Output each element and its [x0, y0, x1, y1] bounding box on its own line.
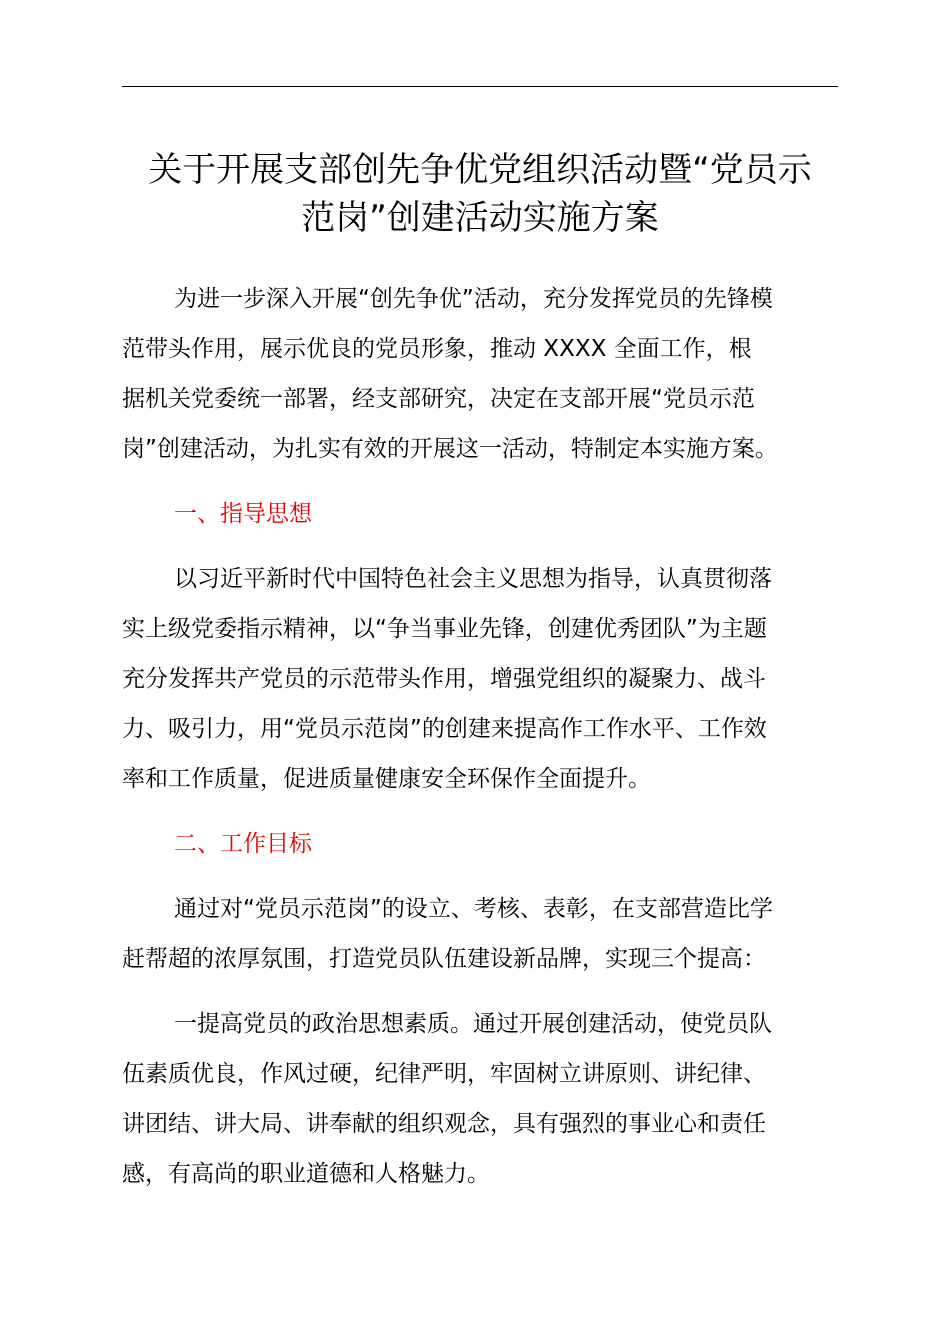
point1-line: 伍素质优良，作风过硬，纪律严明，牢固树立讲原则、讲纪律、	[122, 1061, 766, 1087]
document-title	[122, 146, 838, 242]
point1-line: 讲团结、讲大局、讲奉献的组织观念，具有强烈的事业心和责任	[122, 1111, 766, 1137]
section1-line: 以习近平新时代中国特色社会主义思想为指导，认真贯彻落	[174, 566, 772, 592]
section1-paragraph	[122, 554, 838, 804]
intro-line: 范带头作用，展示优良的党员形象，推动 XXXX 全面工作，根	[122, 336, 752, 362]
section2-line: 赶帮超的浓厚氛围，打造党员队伍建设新品牌，实现三个提高：	[122, 946, 766, 972]
section1-line: 充分发挥共产党员的示范带头作用，增强党组织的凝聚力、战斗	[122, 666, 766, 692]
title-line-2: 范岗”创建活动实施方案	[301, 198, 659, 238]
header-rule	[122, 86, 838, 87]
section-heading-work-goals: 二、工作目标	[174, 831, 312, 857]
section1-line: 率和工作质量，促进质量健康安全环保作全面提升。	[122, 766, 651, 792]
point1-line: 一提高党员的政治思想素质。通过开展创建活动，使党员队	[174, 1011, 772, 1037]
intro-paragraph	[122, 274, 838, 474]
section-heading-guiding-ideology: 一、指导思想	[174, 501, 312, 527]
section1-line: 实上级党委指示精神，以“争当事业先锋，创建优秀团队”为主题	[122, 616, 767, 642]
intro-line: 为进一步深入开展“创先争优”活动，充分发挥党员的先锋模	[174, 286, 773, 312]
section2-line: 通过对“党员示范岗”的设立、考核、表彰，在支部营造比学	[174, 896, 773, 922]
point1-paragraph	[122, 999, 838, 1199]
intro-line: 据机关党委统一部署，经支部研究，决定在支部开展“党员示范	[122, 386, 755, 412]
point1-line: 感，有高尚的职业道德和人格魅力。	[122, 1161, 490, 1187]
section2-paragraph	[122, 884, 838, 984]
intro-line: 岗”创建活动，为扎实有效的开展这一活动，特制定本实施方案。	[122, 436, 778, 462]
section1-line: 力、吸引力，用“党员示范岗”的创建来提高作工作水平、工作效	[122, 716, 767, 742]
title-line-1: 关于开展支部创先争优党组织活动暨“党员示	[148, 150, 812, 190]
document-body	[122, 274, 838, 1199]
